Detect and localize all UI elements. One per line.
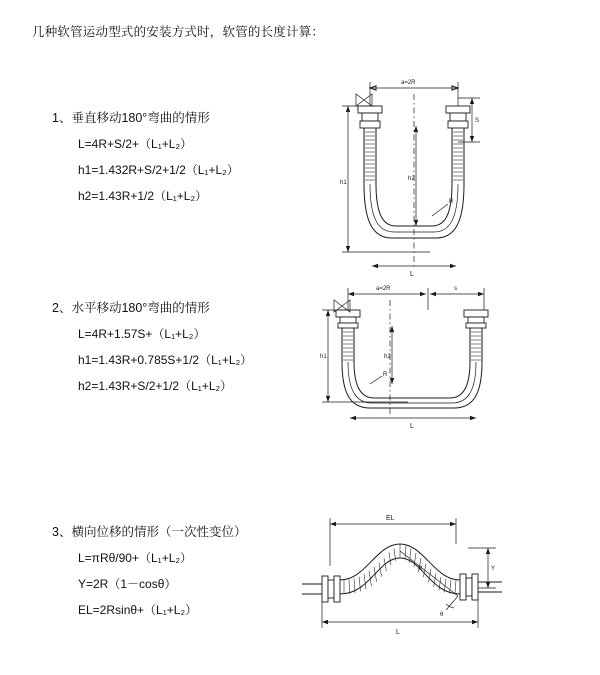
section-1-formula-1: L=4R+S/2+（L₁+L₂） [78, 137, 193, 151]
section-1-text [52, 108, 312, 213]
figure-2-label-left: h1 [320, 354, 327, 360]
section-3-formula-1: L=πRθ/90+（L₁+L₂） [78, 551, 193, 565]
page-title: 几种软管运动型式的安装方式时，软管的长度计算： [32, 25, 325, 39]
figure-horizontal-180-bend [308, 280, 518, 440]
figure-3-label-angle: θ [440, 612, 444, 618]
section-1-formula-3: h2=1.43R+1/2（L₁+L₂） [78, 189, 208, 203]
figure-3-label-right: Y [491, 566, 496, 572]
section-3-formula-3: EL=2Rsinθ+（L₁+L₂） [78, 603, 198, 617]
figure-1-label-bottom: L [410, 271, 414, 278]
figure-1-label-right: S [475, 118, 480, 124]
figure-2-label-top-left: a=2R [376, 286, 391, 292]
figure-2-label-bottom: L [410, 423, 414, 430]
figure-3-label-bottom: L [396, 629, 400, 636]
section-3-text [52, 522, 312, 627]
section-3-formula-2: Y=2R（1－cosθ） [78, 577, 177, 591]
figure-3-label-radius: R [418, 566, 423, 572]
figure-2-label-mid: h2 [384, 354, 391, 360]
figure-vertical-180-bend [312, 66, 512, 296]
figure-lateral-offset [296, 504, 511, 644]
figure-2-label-top-right: s [454, 286, 457, 292]
section-2-title: 2、水平移动180°弯曲的情形 [52, 301, 210, 315]
figure-2-label-radius: R [383, 372, 388, 378]
section-1-formula-2: h1=1.432R+S/2+1/2（L₁+L₂） [78, 163, 239, 177]
section-1-title: 1、垂直移动180°弯曲的情形 [52, 111, 210, 125]
figure-2-drawing [308, 280, 518, 440]
section-2-formula-3: h2=1.43R+S/2+1/2（L₁+L₂） [78, 379, 233, 393]
section-3-title: 3、横向位移的情形（一次性变位） [52, 525, 247, 539]
figure-1-label-mid: h2 [408, 176, 415, 182]
figure-1-label-top: a=2R [401, 80, 416, 86]
figure-1-drawing [312, 66, 512, 296]
section-2-text [52, 298, 312, 403]
figure-1-label-left: h1 [340, 180, 347, 186]
figure-1-label-radius: R [449, 199, 454, 205]
section-2-formula-1: L=4R+1.57S+（L₁+L₂） [78, 327, 206, 341]
figure-3-label-top: EL [386, 515, 395, 522]
figure-3-drawing [296, 504, 511, 644]
section-2-formula-2: h1=1.43R+0.785S+1/2（L₁+L₂） [78, 353, 253, 367]
